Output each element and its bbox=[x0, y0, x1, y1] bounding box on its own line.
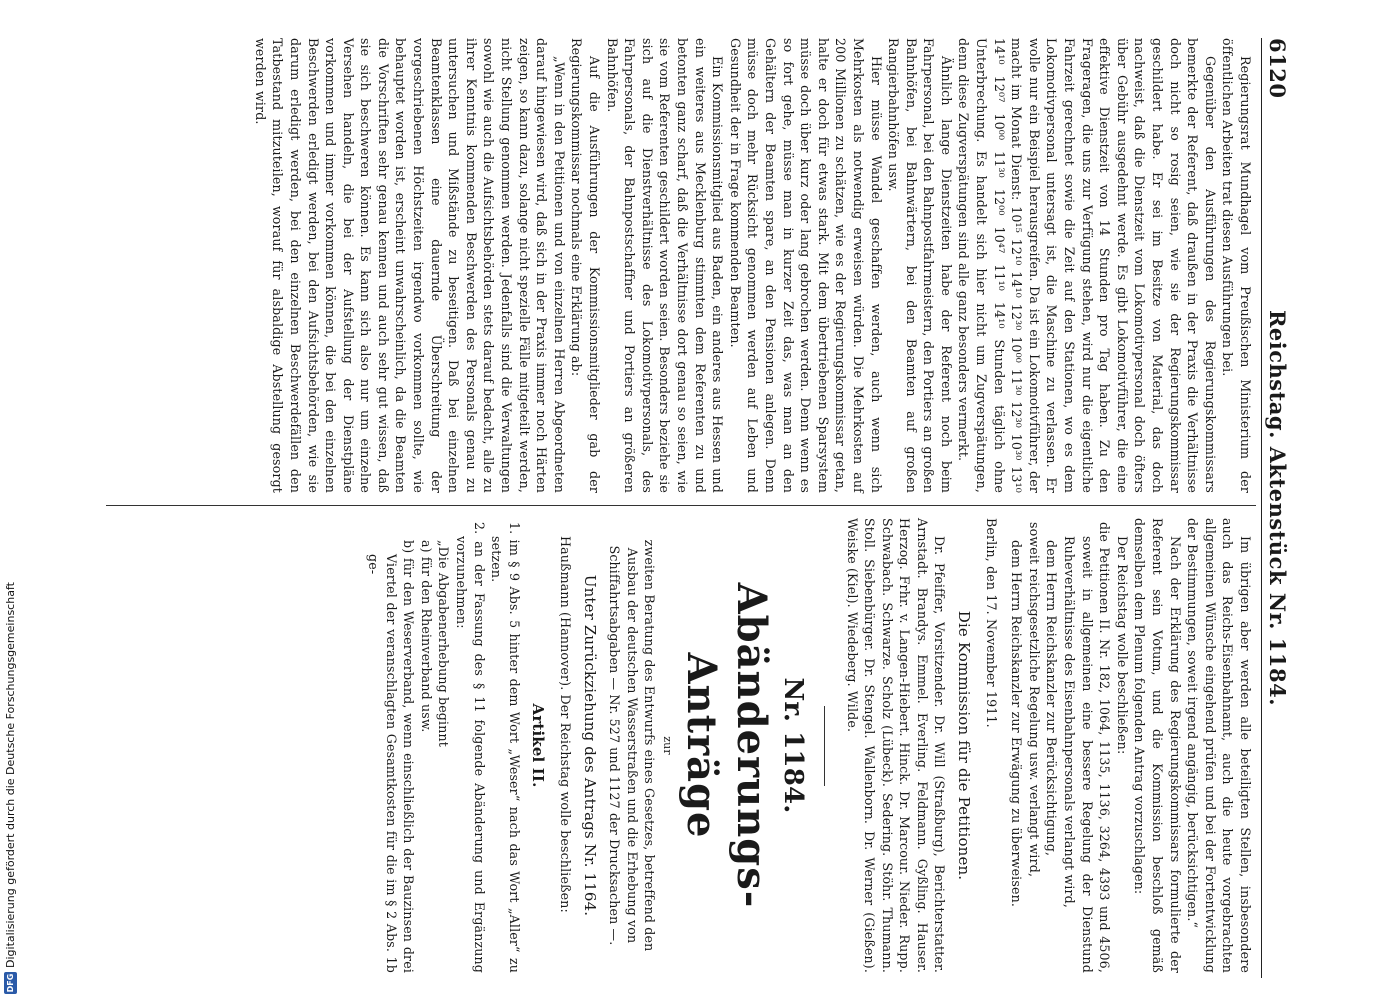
column-divider bbox=[106, 505, 1256, 506]
paragraph: Ähnlich lange Dienstzeiten habe der Referent noch beim Fahrpersonal, bei den Bahnpostfahrmeistern, den Portiers an großen Bahnhöfen, bei Bahnwärtern, bei den Beamten auf großen Rangierbahnhöfen usw. bbox=[886, 38, 954, 493]
footer-text: Digitalisierung gefördert durch die Deutsche Forschungsgemeinschaft bbox=[4, 582, 17, 968]
article-heading: Artikel II. bbox=[529, 703, 548, 788]
paragraph: Nach der Erklärung des Regierungskommissars formulierte der Referent sein Votum, und die Kommission beschloß gemäß demselben dem Plenum folgenden Antrag vorzuschlagen: bbox=[1132, 518, 1183, 973]
amendment-subitem: b) für den Weserverband, wenn einschließlich der Bauzinsen drei Viertel der veranschlagten Gesamtkosten für die im § 2 Abs. 1b ge- bbox=[366, 540, 417, 973]
motion-intro: Haußmann (Hannover). Der Reichstag wolle beschließen: bbox=[557, 536, 573, 913]
right-column bbox=[364, 518, 1254, 973]
amendment-item: 2. an der Fassung des § 11 folgende Abänderung und Ergänzung vorzunehmen: bbox=[454, 522, 487, 973]
resolution-item: dem Herrn Reichskanzler zur Berücksichtigung, bbox=[1044, 540, 1060, 857]
document-number: Nr. 1184. bbox=[777, 677, 808, 814]
section-heading: Unter Zurückziehung des Antrags Nr. 1164. bbox=[580, 574, 599, 917]
paragraph: Der Reichstag wolle beschließen: bbox=[1114, 536, 1130, 755]
amendment-item: 1. im § 9 Abs. 5 hinter dem Wort „Weser“ nach das Wort „Aller“ zu setzen. bbox=[489, 522, 522, 973]
digitization-footer bbox=[4, 582, 17, 994]
resolution-item: soweit reichsgesetzliche Regelung usw. verlangt wird, bbox=[1026, 522, 1042, 878]
section-rule bbox=[824, 706, 825, 786]
commission-heading: Die Kommission für die Petitionen. bbox=[955, 610, 974, 881]
amendment-quote: „Die Abgabenerhebung beginnt bbox=[436, 540, 452, 747]
resolution-item: dem Herrn Reichskanzler zur Erwägung zu überweisen. bbox=[1009, 540, 1025, 907]
paragraph: Ein Kommissionsmitglied aus Baden, ein anderes aus Hessen und ein weiteres aus Mecklenburg stimmten dem Referenten zu und betonten ganz scharf, daß die Verhältnisse dort genau so seien, wie sie vom Referenten geschildert worden seien. Besonders beziehe sie sich auf die Dienstverhältnisse des Lokomotivpersonals, des Fahrpersonals, der Bahnpostschaffner und Portiers an größeren Bahnhöfen. bbox=[604, 38, 726, 493]
page-header bbox=[1264, 38, 1290, 978]
signatories: Dr. Pfeiffer, Vorsitzender. Dr. Will (Straßburg), Berichterstatter. Arnstadt. Brandys. Emmel. Everling. Feldmann. Gyßling. Hauser. Herzog. Frhr. v. Langen-Hiebert. Hinck. Dr. Marcour. Nieder. Rupp. Schwabach. Schwarze. Scholz (Lübeck). Sedering. Stöhr. Thumann. Stoll. Siebenbürger. Dr. Stengel. Wallenborn. Dr. Werner (Gießen). Weiske (Kiel). Wiedeberg. Wilde. bbox=[844, 518, 948, 973]
paragraph: Regierungsrat Mundhagel vom Preußischen Ministerium der öffentlichen Arbeiten trat diesen Ausführungen bei. bbox=[1220, 38, 1253, 493]
document-subtitle: zweiten Beratung des Entwurfs eines Gesetzes, betreffend den Ausbau der deutschen Wasserstraßen und die Erhebung von Schiffahrtsabgaben — Nr. 527 und 1127 der Drucksachen —. bbox=[607, 539, 658, 952]
left-column bbox=[251, 38, 1254, 493]
paragraph: Hier müsse Wandel geschaffen werden, auch wenn sich Mehrkosten als notwendig erweisen würden. Die Mehrkosten auf 200 Millionen zu schätzen, wie es der Regierungskommissar getan, halte er doch für etwas stark. Mit dem übertriebenen Sparsystem müsse doch über kurz oder lang gebrochen werden. Denn wenn es so fort gehe, müsse man in kurzer Zeit das, was man an den Gehältern der Beamten spare, an den Pensionen anlegen. Denn müsse doch mehr Rücksicht genommen werden auf Leben und Gesundheit der in Frage kommenden Beamten. bbox=[727, 38, 884, 493]
page-running-title: Reichstag. Aktenstück Nr. 1184. bbox=[1265, 309, 1290, 707]
paragraph: „Wenn in den Petitionen und von einzelnen Herren Abgeordneten darauf hingewiesen wird, daß sich in der Praxis immer noch Härten zeigen, so kann dazu, solange nicht spezielle Fälle mitgeteilt werden, nicht Stellung genommen werden. Jedenfalls sind die Verwaltungen sowohl wie auch die Aufsichtsbehörden stets darauf bedacht, alle zu ihrer Kenntnis kommenden Beschwerden des Personals genau zu untersuchen und Mißstände zu beseitigen. Daß bei einzelnen Beamtenklassen eine dauernde Überschreitung der vorgeschriebenen Höchstzeiten irgendwo vorkommen sollte, wie behauptet worden ist, erscheint unwahrscheinlich, da die Beamten die Vorschriften sehr genau kennen und auch sehr gut wissen, daß sie sich beschweren können. Es kann sich also nur um einzelne Versehen handeln, die bei der Aufstellung der Dienstpläne vorkommen und immer vorkommen können, die bei den einzelnen Beschwerden erledigt werden, bei den Aufsichtsbehörden, wie sie darum erledigt werden, bei den einzelnen Beschwerdefällen den Tatbestand mitzuteilen, worauf für alsbaldige Abstellung gesorgt werden wird. bbox=[252, 38, 567, 493]
paragraph: Im übrigen aber werden alle beteiligten Stellen, insbesondere auch das Reichs-Eisenbahnamt, auch die heute vorgebrachten allgemeinen Wünsche eingehend prüfen und bei der Fortentwicklung der Bestimmungen, soweit irgend angängig, berücksichtigen.“ bbox=[1185, 518, 1253, 973]
amendment-subitem: a) für den Rheinverband usw. bbox=[418, 540, 434, 733]
resolution-text: die Petitionen II. Nr. 182, 1064, 1135, 1136, 3264, 4393 und 4506, soweit in allgemeinen eine bessere Regelung der Dienstund Ruheverhältnisse des Eisenbahnpersonals verlangt wird, bbox=[1062, 522, 1113, 973]
document-title: Abänderungs-Anträge bbox=[677, 582, 775, 909]
header-rule bbox=[1261, 38, 1262, 978]
page-number: 6120 bbox=[1265, 38, 1290, 99]
document-zur: zur bbox=[660, 736, 674, 755]
paragraph: Gegenüber den Ausführungen des Regierungskommissars bemerkte der Referent, daß draußen in der Praxis die Verhältnisse doch nicht so rosig seien, wie sie der Regierungskommissar geschildert habe. Er sei im Besitze von Material, das doch nachweist, daß die Dienstzeit vom Lokomotivpersonal doch öfters über Gebühr ausgedehnt werde. Es gibt Lokomotivführer, die eine effektive Dienstzeit von 14 Stunden pro Tag haben. Zu den Frageragen, die uns zur Verfügung stehen, wird nur die eigentliche Fahrzeit gerechnet sowie die Zeit auf den Stationen, wo es dem Lokomotivpersonal untersagt ist, die Maschine zu verlassen. Er wolle nur ein Beispiel herausgreifen. Da ist ein Lokomotivführer, der macht im Monat Dienst: 10¹⁵ 12¹⁰ 14¹⁰ 12³⁰ 10⁰⁰ 11³⁰ 12³⁰ 10³⁰ 13¹⁰ 14¹⁰ 12⁰⁷ 10⁰⁰ 11³⁰ 12⁰⁰ 10⁴⁷ 11¹⁰ 14¹⁰ Stunden täglich ohne Unterbrechung. Es handelt sich hier nicht um Zugverspätungen, denn diese Zugverspätungen sind alle ganz besonders vermerkt. bbox=[956, 38, 1218, 493]
paragraph: Auf die Ausführungen der Kommissionsmitglieder gab der Regierungskommissar nochmals eine Erklärung ab: bbox=[569, 38, 603, 493]
document-page bbox=[50, 38, 1290, 978]
date-line: Berlin, den 17. November 1911. bbox=[983, 518, 999, 728]
dfg-logo-icon: DFG bbox=[6, 973, 15, 993]
